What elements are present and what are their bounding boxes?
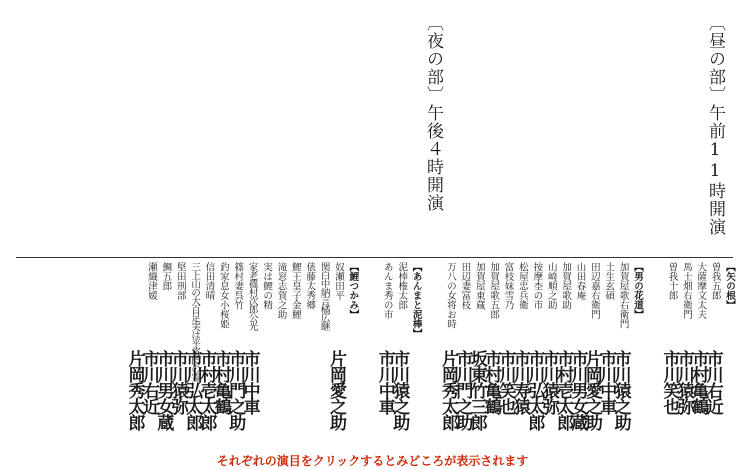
actor-name: 市川門之助 xyxy=(225,350,246,430)
actor-name: 片岡秀太郎 xyxy=(124,350,145,430)
cast-entry xyxy=(326,262,347,447)
role-name: 家老篠村次郎公光 xyxy=(246,262,258,330)
play-title[interactable]: 【矢の根】 xyxy=(724,262,735,310)
role-name: 泥棒権太郎 xyxy=(396,262,408,310)
actor-name: 市村亀鶴 xyxy=(481,350,502,414)
role-name: 関白中納言橘広継 xyxy=(318,262,330,330)
cast-entry xyxy=(374,262,395,447)
role-name: 俵藤太秀郷 xyxy=(304,262,316,310)
role-name: 三上山の大百足実は平将門の霊 xyxy=(189,262,201,381)
actor-name: 市川右近 xyxy=(138,350,159,414)
role-name: 松屋忠兵衛 xyxy=(516,262,528,310)
actor-name: 市村壱太郎 xyxy=(196,350,217,430)
cast-list xyxy=(16,262,734,447)
actor-name: 市川猿弥 xyxy=(167,350,188,414)
actor-name: 片岡秀太郎 xyxy=(437,350,458,430)
cast-entry xyxy=(300,262,314,447)
actor-name: 市川右近 xyxy=(702,350,723,414)
role-name: 瀬織津媛 xyxy=(145,262,157,300)
actor-name: 市川男女蔵 xyxy=(153,350,174,430)
role-name: 実は鯉の精 xyxy=(261,262,273,310)
actor-name: 市川中車 xyxy=(239,350,260,414)
actor-name: 片岡愛之助 xyxy=(581,350,602,430)
play-title[interactable]: 【男の花道】 xyxy=(632,262,644,319)
role-name: 篠村妻呉竹 xyxy=(232,262,244,310)
actor-name: 市川猿之助 xyxy=(389,350,410,430)
actor-name: 市川弘太郎 xyxy=(524,350,545,430)
role-name: 田辺妻富枝 xyxy=(459,262,471,310)
role-name: 加賀屋歌助 xyxy=(560,262,572,310)
role-name: 按摩杢の市 xyxy=(531,262,543,310)
cast-entry xyxy=(437,262,458,447)
role-name: 富枝妹雪乃 xyxy=(502,262,514,310)
actor-name: 片岡愛之助 xyxy=(326,350,347,430)
cast-entry xyxy=(314,262,328,447)
column-spacer xyxy=(421,262,441,447)
role-name: 山崎順之助 xyxy=(545,262,557,310)
cast-entry xyxy=(285,262,299,447)
column-spacer xyxy=(642,262,662,447)
role-name: 山田春庵 xyxy=(574,262,586,300)
role-name: 加賀屋東蔵 xyxy=(473,262,485,310)
evening-title: 〔夜の部〕午後４時開演 xyxy=(423,14,443,212)
cast-entry xyxy=(271,262,285,447)
actor-name: 市川笑也 xyxy=(659,350,680,414)
role-name: あんま秀の市 xyxy=(381,262,393,319)
actor-name: 坂東竹三郎 xyxy=(466,350,487,430)
actor-name: 市川猿弥 xyxy=(673,350,694,414)
role-name: 鯉王皇子金鯉 xyxy=(289,262,301,319)
role-name: 万八の女将お時 xyxy=(444,262,456,329)
role-name: 信田清晴 xyxy=(203,262,215,300)
actor-name: 市村壱太郎 xyxy=(553,350,574,430)
role-name: 奴瀬田平 xyxy=(333,262,345,300)
play-title[interactable]: 【鯉つかみ】 xyxy=(347,262,359,319)
role-name: 加賀屋歌右衛門 xyxy=(617,262,629,329)
play-title[interactable]: 【あんまと泥棒】 xyxy=(410,262,422,338)
actor-name: 市村亀鶴 xyxy=(688,350,709,414)
actor-name: 市川中車 xyxy=(374,350,395,414)
role-name: 大薩摩文太夫 xyxy=(695,262,707,319)
actor-name: 市川猿之助 xyxy=(610,350,631,430)
matinee-title: 〔昼の部〕午前11時開演 xyxy=(705,14,725,236)
actor-name: 市川猿弥 xyxy=(538,350,559,414)
actor-name: 市川中車 xyxy=(596,350,617,414)
actor-name: 市川弘太郎 xyxy=(182,350,203,430)
role-name: 加賀屋歌五郎 xyxy=(488,262,500,319)
column-spacer xyxy=(357,262,377,447)
role-name: 鯛五郎 xyxy=(160,262,172,291)
role-name: 滝窓志賀之助 xyxy=(275,262,287,319)
actor-name: 市川男女蔵 xyxy=(567,350,588,430)
actor-name: 市川門之助 xyxy=(452,350,473,430)
role-name: 曽我十郎 xyxy=(666,262,678,300)
instruction-note: それぞれの演目をクリックするとみどころが表示されます xyxy=(216,454,529,468)
actor-name: 市村亀鶴 xyxy=(210,350,231,414)
divider-line xyxy=(16,257,733,258)
actor-name: 市川笑也 xyxy=(495,350,516,414)
role-name: 釣家息女小桜姫 xyxy=(217,262,229,329)
actor-name: 市川寿猿 xyxy=(509,350,530,414)
role-name: 堅田刑部 xyxy=(174,262,186,300)
role-name: 土生玄碩 xyxy=(603,262,615,300)
cast-entry xyxy=(124,262,145,447)
role-name: 田辺嘉右衛門 xyxy=(588,262,600,319)
cast-entry xyxy=(659,262,680,447)
role-name: 曽我五郎 xyxy=(709,262,721,300)
role-name: 馬士畑右衛門 xyxy=(680,262,692,319)
